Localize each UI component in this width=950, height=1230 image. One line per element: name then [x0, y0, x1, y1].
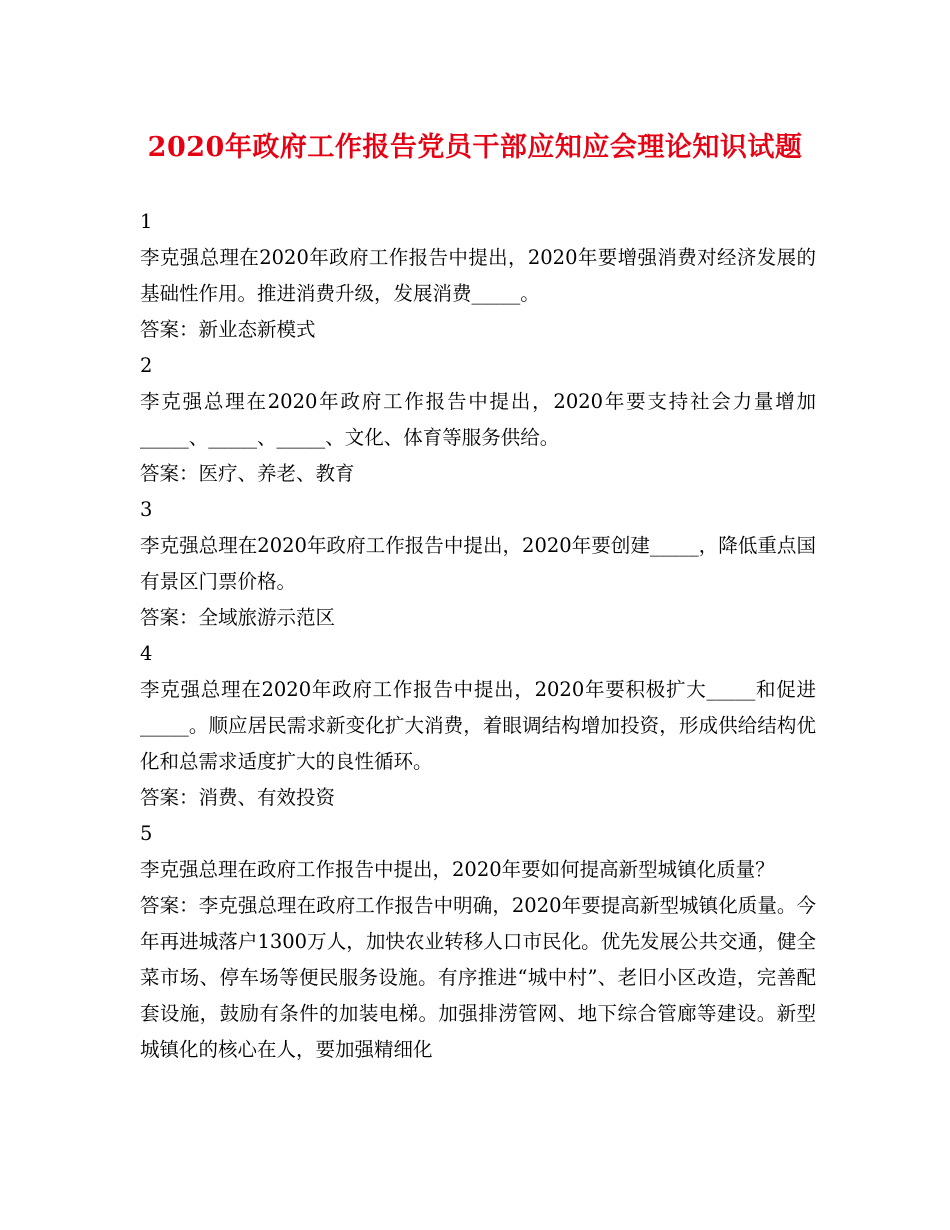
question-text: 李克强总理在2020年政府工作报告中提出，2020年要支持社会力量增加_____、_____、_____、文化、体育等服务供给。 — [140, 390, 816, 449]
answer-text: 答案：医疗、养老、教育 — [140, 462, 355, 485]
answer-text: 答案：全域旅游示范区 — [140, 606, 336, 629]
answer-text: 答案：消费、有效投资 — [140, 786, 336, 809]
answer-text: 答案：李克强总理在政府工作报告中明确，2020年要提高新型城镇化质量。今年再进城落户1300万人，加快农业转移人口市民化。优先发展公共交通，健全菜市场、停车场等便民服务设施。有序推进“城中村”、老旧小区改造，完善配套设施，鼓励有条件的加装电梯。加强排涝管网、地下综合管廊等建设。新型城镇化的核心在人，要加强精细化 — [140, 894, 816, 1061]
question-text: 李克强总理在政府工作报告中提出，2020年要如何提高新型城镇化质量？ — [140, 858, 775, 881]
question-number: 2 — [140, 354, 153, 377]
question-number: 5 — [140, 822, 153, 845]
question-text: 李克强总理在2020年政府工作报告中提出，2020年要增强消费对经济发展的基础性作用。推进消费升级，发展消费_____。 — [140, 246, 816, 305]
question-number: 1 — [140, 210, 153, 233]
question-number: 3 — [140, 498, 153, 521]
document-body — [140, 204, 816, 1068]
document-title: 2020年政府工作报告党员干部应知应会理论知识试题 — [147, 132, 803, 163]
question-number: 4 — [140, 642, 153, 665]
question-text: 李克强总理在2020年政府工作报告中提出，2020年要创建_____，降低重点国有景区门票价格。 — [140, 534, 816, 593]
answer-text: 答案：新业态新模式 — [140, 318, 316, 341]
question-text: 李克强总理在2020年政府工作报告中提出，2020年要积极扩大_____和促进_____。顺应居民需求新变化扩大消费，着眼调结构增加投资，形成供给结构优化和总需求适度扩大的良性循环。 — [140, 678, 816, 773]
